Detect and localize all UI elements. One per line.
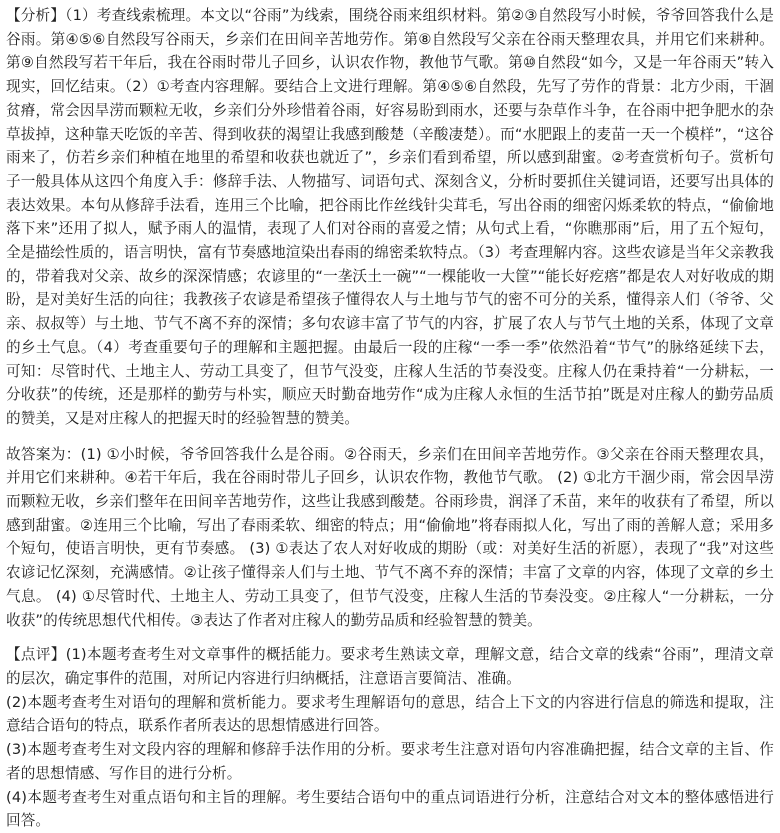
review-line-3: (3)本题考查考生对文段内容的理解和修辞手法作用的分析。要求考生注意对语句内容准确把握，结合文章的主旨、作者的思想情感、写作目的进行分析。 <box>6 741 774 782</box>
review-line-1: 【点评】(1)本题考查考生对文章事件的概括能力。要求考生熟读文章，理解文意，结合文章的线索“谷雨”，理清文章的层次，确定事件的范围，对所记内容进行归纳概括，注意语言要简洁、准确。 <box>6 646 774 687</box>
analysis-section: 【分析】（1）考查线索梳理。本文以“谷雨”为线索，围绕谷雨来组织材料。第②③自然段写小时候，爷爷回答我什么是谷雨。第④⑤⑥自然段写谷雨天，乡亲们在田间辛苦地劳作。第⑧自然段写父亲在谷雨天整理农具，并用它们来耕种。第⑨自然段写若干年后，我在谷雨时带儿子回乡，认识农作物，教他节气歌。第⑩自然段“如今，又是一年谷雨天”转入现实，回忆结束。（2）①考查内容理解。要结合上文进行理解。第④⑤⑥自然段，先写了劳作的背景：北方少雨，干涸贫瘠，常会因旱涝而颗粒无收，乡亲们分外珍惜着谷雨，好容易盼到雨水，还要与杂草作斗争，在谷雨中把争肥水的杂草拔掉，这种靠天吃饭的辛苦、得到收获的渴望让我感到酸楚（辛酸凄楚）。而“水肥跟上的麦苗一天一个模样”，“这谷雨来了，仿若乡亲们种植在地里的希望和收获也就近了”，乡亲们看到希望，所以感到甜蜜。②考查赏析句子。赏析句子一般具体从这四个角度入手：修辞手法、人物描写、词语句式、深刻含义，分析时要抓住关键词语，还要写出具体的表达效果。本句从修辞手法看，连用三个比喻，把谷雨比作丝线针尖茸毛，写出谷雨的细密闪烁柔软的特点，“偷偷地落下来”还用了拟人，赋予雨人的温情，表现了人们对谷雨的喜爱之情；从句式上看，“你瞧那雨”后，用了五个短句，全是描绘性质的，语言明快，富有节奏感地渲染出春雨的绵密柔软特点。（3）考查理解内容。这些农谚是当年父亲教我的，带着我对父亲、故乡的深深情感；农谚里的“一垄沃土一碗”“一棵能收一大筐”“能长好疙瘩”都是农人对好收成的期盼，是对美好生活的向往；我教孩子农谚是希望孩子懂得农人与土地与节气的密不可分的关系，懂得亲人们（爷爷、父亲、叔叔等）与土地、节气不离不弃的深情；多句农谚丰富了节气的内容，扩展了农人与节气土地的关系，体现了文章的乡土气息。（4）考查重要句子的理解和主题把握。由最后一段的庄稼“一季一季”依然沿着“节气”的脉络延续下去，可知：尽管时代、土地主人、劳动工具变了，但节气没变，庄稼人生活的节奏没变。庄稼人仍在秉持着“一分耕耘，一分收获”的传统，还是那样的勤劳与朴实，顺应天时勤奋地劳作“成为庄稼人永恒的生活节拍”既是对庄稼人的勤劳品质的赞美，又是对庄稼人的把握天时的经验智慧的赞美。 <box>6 7 774 427</box>
review-section <box>6 643 774 833</box>
review-line-4: (4)本题考查考生对重点语句和主旨的理解。考生要结合语句中的重点词语进行分析，注意结合对文本的整体感悟进行回答。 <box>6 788 774 830</box>
review-line-2: (2)本题考查考生对语句的理解和赏析能力。要求考生理解语句的意思，结合上下文的内容进行信息的筛选和提取，注意结合语句的特点，联系作者所表达的思想情感进行回答。 <box>6 693 774 735</box>
answer-section: 故答案为：(1) ①小时候，爷爷回答我什么是谷雨。②谷雨天，乡亲们在田间辛苦地劳作。③父亲在谷雨天整理农具，并用它们来耕种。④若干年后，我在谷雨时带儿子回乡，认识农作物，教他节气歌。 (2) ①北方干涸少雨，常会因旱涝而颗粒无收，乡亲们整年在田间辛苦地劳作，这些让我感到酸楚。谷雨珍贵，润泽了禾苗，来年的收获有了希望，所以感到甜蜜。②连用三个比喻，写出了春雨柔软、细密的特点；用“偷偷地”将春雨拟人化，写出了雨的善解人意；采用多个短句，使语言明快，更有节奏感。 (3) ①表达了农人对好收成的期盼（或：对美好生活的祈愿），表现了“我”对这些农谚记忆深刻，充满感情。②让孩子懂得亲人们与土地、节气不离不弃的深情；丰富了文章的内容，体现了文章的乡土气息。 (4) ①尽管时代、土地主人、劳动工具变了，但节气没变，庄稼人生活的节奏没变。②庄稼人“一分耕耘，一分收获”的传统思想代代相传。③表达了作者对庄稼人的勤劳品质和经验智慧的赞美。 <box>6 445 774 629</box>
